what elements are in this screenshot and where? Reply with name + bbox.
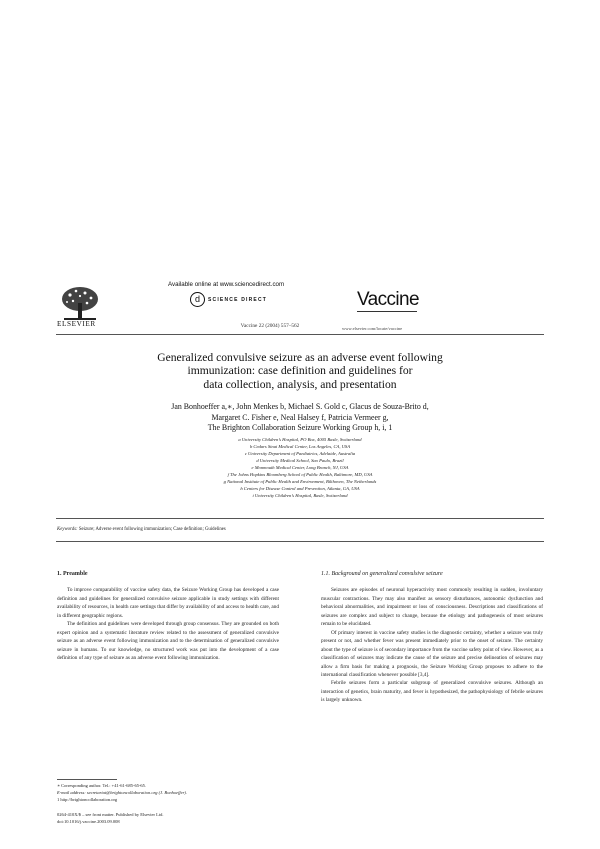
keywords-rule-bottom [56, 541, 544, 542]
affiliation: e Monmouth Medical Center, Long Branch, NJ, USA [251, 465, 349, 470]
affiliation: h Centers for Disease Control and Prevention, Atlanta, GA, USA [240, 486, 360, 491]
doi-line: doi:10.1016/j.vaccine.2003.09.008 [57, 819, 120, 824]
author-list [80, 402, 520, 434]
publisher-name: ELSEVIER [57, 320, 96, 328]
author-line: Jan Bonhoeffer a,∗, John Menkes b, Michael S. Gold c, Glacus de Souza-Brito d, [171, 402, 429, 411]
footnote-rule [57, 779, 117, 780]
right-column [321, 570, 543, 705]
keywords-label: Keywords: [57, 527, 78, 532]
affiliation: d University Medical School, Sao Paulo, Brazil [256, 458, 344, 463]
elsevier-tree-icon [58, 285, 102, 323]
paragraph: Seizures are episodes of neuronal hyperactivity most commonly resulting in sudden, involuntary muscular contractions. They may also manifest as sensory disturbances, autonomic dysfunction and behavioral abnormalities, and impairment or loss of consciousness. Descriptions and classifications of seizures are complex and subject to change, because the etiology and pathogenesis of most seizures remain to be elucidated. [321, 587, 543, 628]
sciencedirect-at-icon: d [190, 292, 205, 307]
footnote: ∗ Corresponding author. Tel.: +41-61-685-65-65. [57, 783, 147, 788]
journal-citation: Vaccine 22 (2004) 557–562 [240, 323, 300, 329]
section-heading: 1. Preamble [57, 571, 88, 577]
affiliation: i University Children’s Hospital, Basle, Switzerland [252, 493, 348, 498]
author-line: Margaret C. Fisher e, Neal Halsey f, Patricia Vermeer g, [211, 412, 389, 422]
affiliation: g National Institute of Public Health and Environment, Bilthoven, The Netherlands [223, 479, 377, 484]
footnote: 1 http://brightoncollaboration.org [57, 797, 118, 802]
affiliation: f The Johns Hopkins Bloomberg School of Public Health, Baltimore, MD, USA [227, 472, 373, 477]
journal-url: www.elsevier.com/locate/vaccine [342, 326, 403, 331]
availability-line: Available online at www.sciencedirect.com [168, 281, 285, 288]
sciencedirect-wordmark: SCIENCE DIRECT [208, 296, 268, 303]
footnote: E-mail address: secretariat@brightoncollaboration.org (J. Bonhoeffer). [57, 790, 187, 795]
paragraph: Febrile seizures form a particular subgroup of generalized convulsive seizures. Although an interaction of genetics, brain maturity, and fever is hypothesized, the pathophysiology of febrile seizures is largely unknown. [321, 680, 543, 704]
author-line: The Brighton Collaboration Seizure Working Group h, i, 1 [207, 423, 393, 433]
paragraph: Of primary interest in vaccine safety studies is the diagnostic certainty, whether a seizure was truly present or not, and whether fever was present immediately prior to the onset of seizure. The certainty about the type of seizure is of secondary importance from the vaccine safety point of view. However, as a classification of seizures may indicate the cause of the seizure and precise delineation of seizures may allow a firm basis for making a prognosis, the Seizure Working Group proposes to adhere to the international classification whenever possible [3,4]. [321, 629, 543, 678]
header-rule [56, 334, 544, 335]
affiliation: a University Children’s Hospital, PO Box, 4005 Basle, Switzerland [238, 437, 362, 442]
keywords-rule-top [56, 518, 544, 519]
title-line: Generalized convulsive seizure as an adverse event following [157, 351, 443, 364]
paragraph: To improve comparability of vaccine safety data, the Seizure Working Group has developed a case definition and guidelines for generalized convulsive seizure applicable in study settings with different availability of resources, in health care settings that differ by availability of and access to health care, and in different geographic regions. [57, 587, 279, 619]
keywords-text: Seizure; Adverse event following immunization; Case definition; Guidelines [78, 527, 226, 532]
article-title [80, 351, 520, 391]
journal-underline [357, 311, 417, 312]
paragraph: The definition and guidelines were developed through group consensus. They are grounded on both expert opinion and a systematic literature review related to the assessment of generalized convulsive seizure as an adverse event following immunization and to the determination of generalized convulsive seizure in humans. To our knowledge, no structured work was put into the development of a case definition of any type of seizure as an adverse event following immunization. [57, 621, 279, 662]
subsection-heading: 1.1. Background on generalized convulsive seizure [321, 571, 443, 577]
title-line: data collection, analysis, and presentation [203, 377, 397, 391]
sciencedirect-logo [190, 292, 267, 307]
left-column [57, 570, 279, 663]
journal-name: Vaccine [357, 289, 419, 310]
copyright-line: 0264-410X/$ – see front matter. Published by Elsevier Ltd. [57, 812, 164, 817]
title-line: immunization: case definition and guidelines for [187, 364, 413, 378]
affiliation: c University Department of Paediatrics, Adelaide, Australia [244, 451, 356, 456]
affiliation: b Cedars Sinai Medical Center, Los Angeles, CA, USA [249, 444, 351, 449]
keywords [57, 527, 226, 532]
